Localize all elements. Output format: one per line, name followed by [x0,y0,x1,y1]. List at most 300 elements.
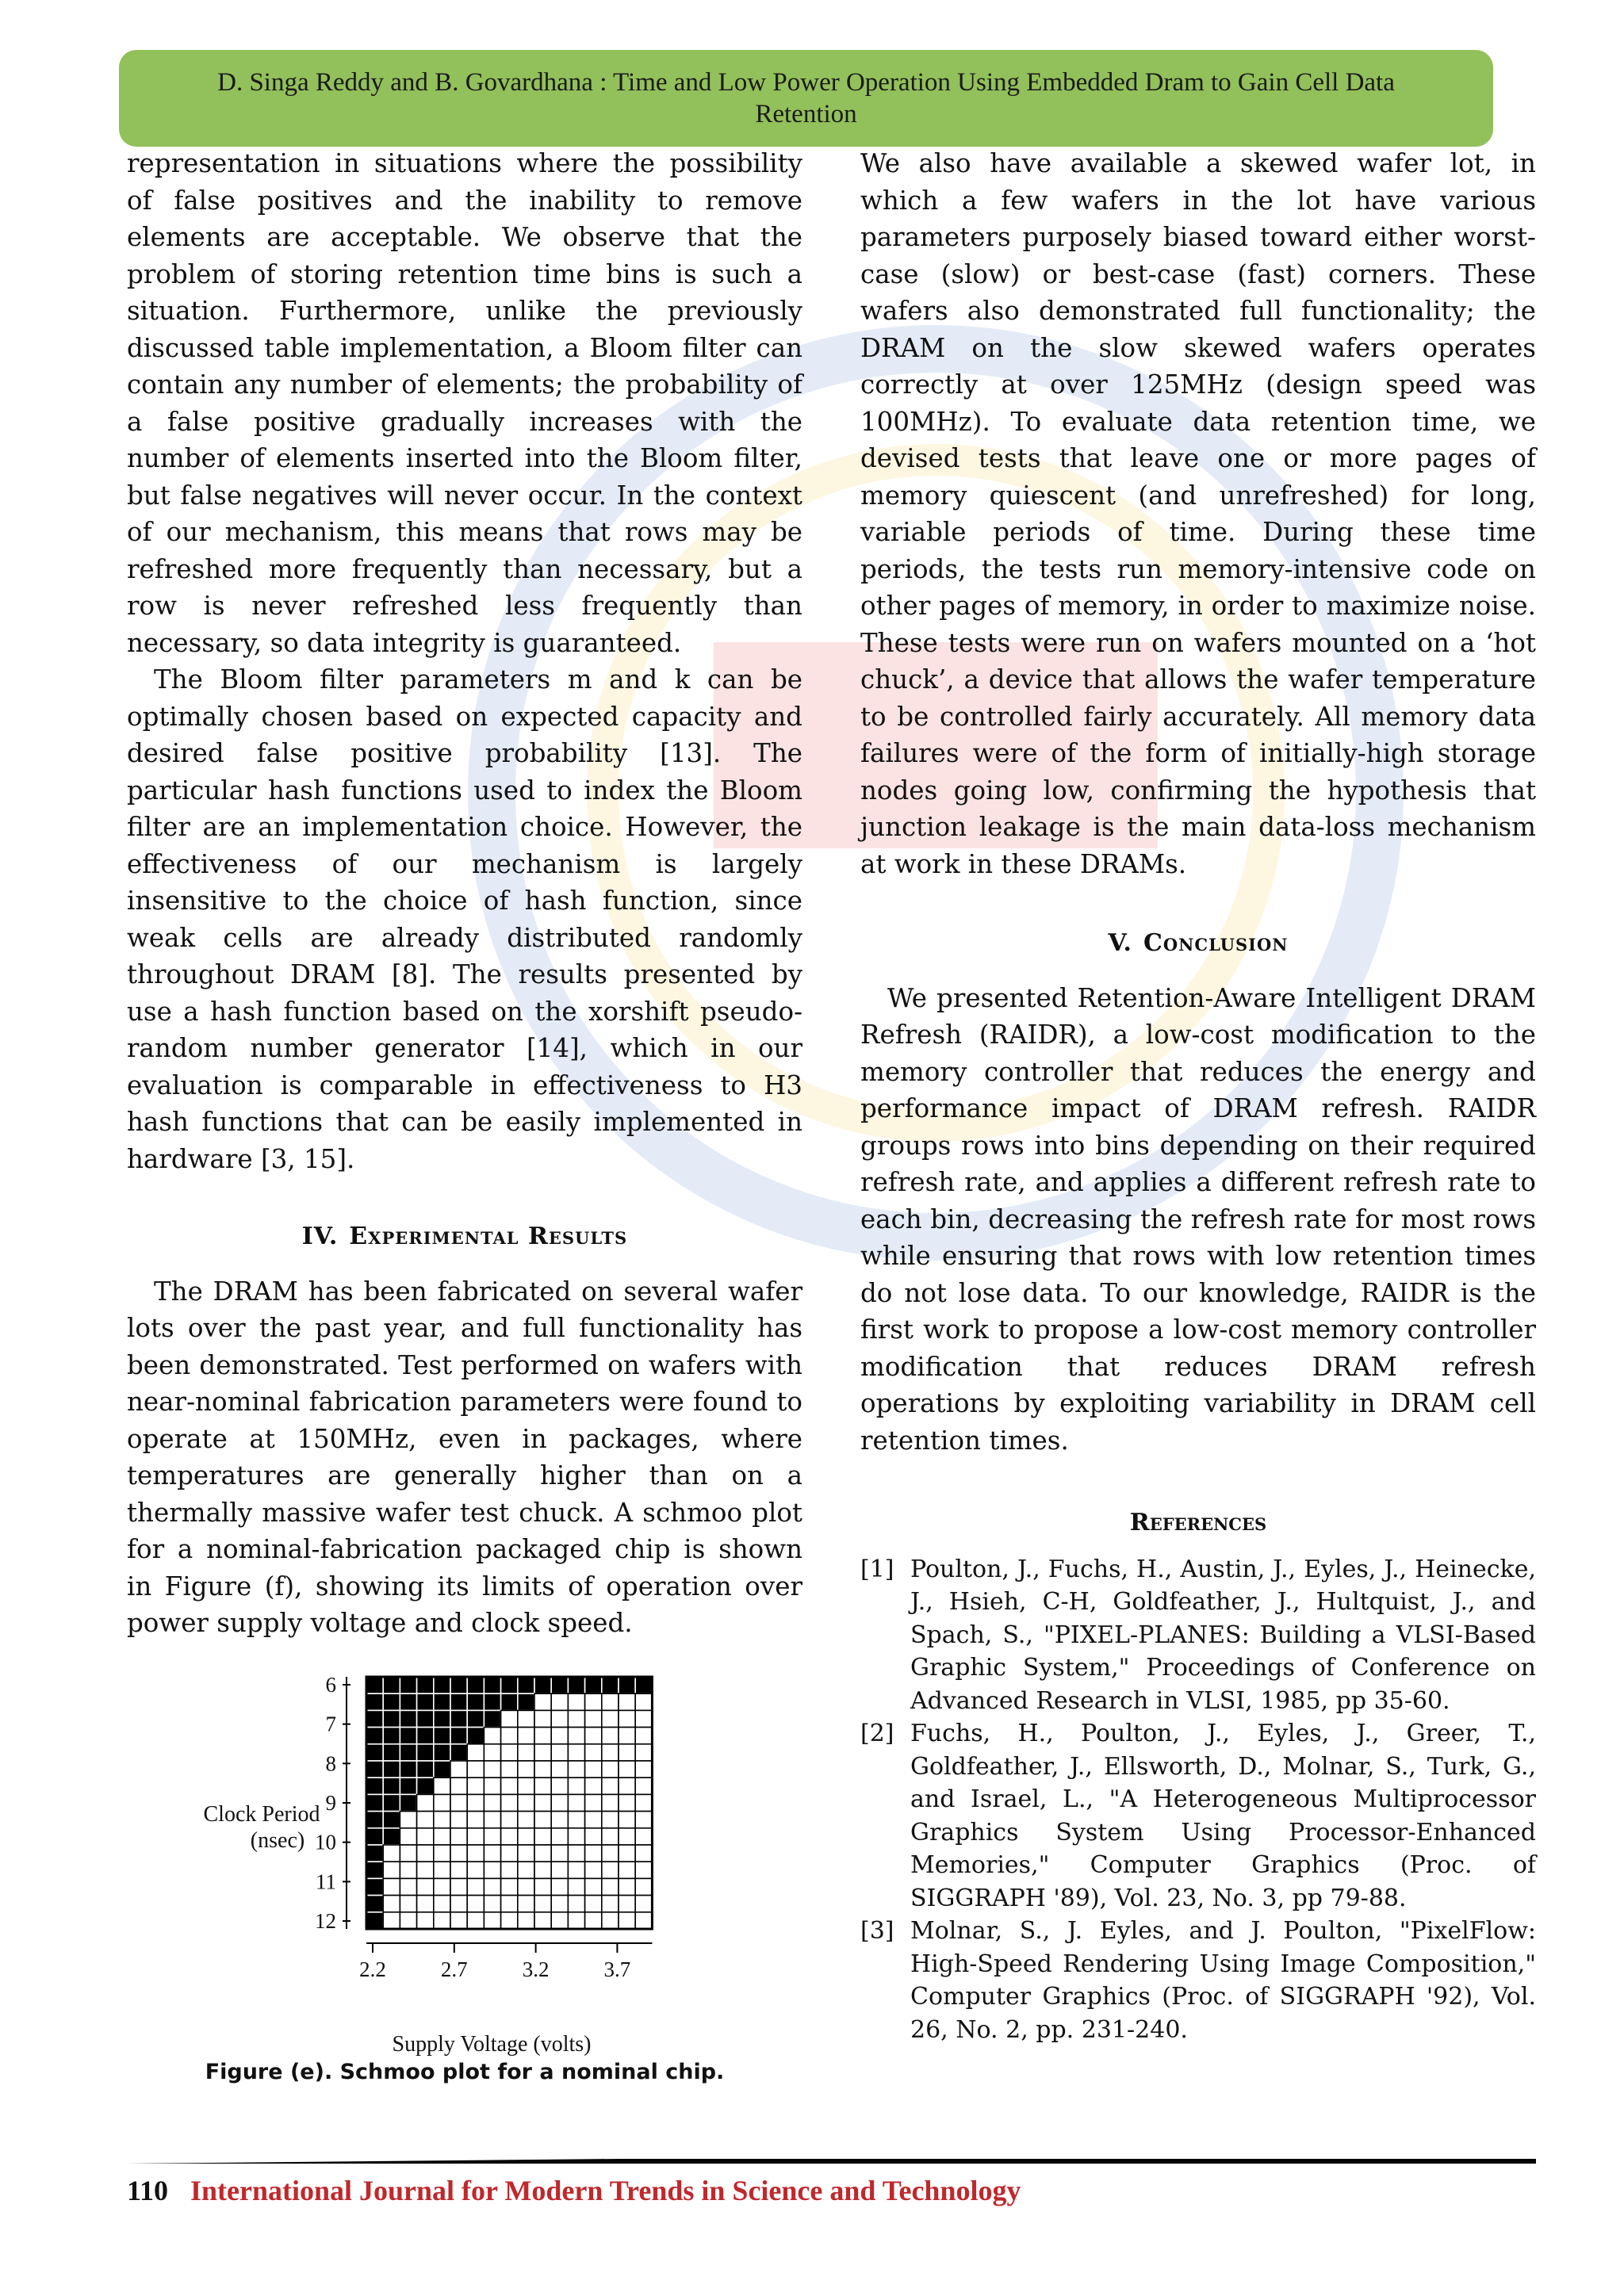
schmoo-cell-pass [450,1794,467,1811]
schmoo-cell-pass [534,1912,551,1929]
schmoo-cell-pass [568,1845,584,1862]
schmoo-cell-fail [568,1677,584,1693]
schmoo-cell-fail [417,1693,434,1710]
schmoo-cell-pass [467,1744,484,1761]
header-line-2: Retention [755,100,857,128]
y-axis-label: Clock Period [203,1802,320,1827]
schmoo-cell-pass [619,1878,635,1895]
reference-text: Poulton, J., Fuchs, H., Austin, J., Eyles, J., Heinecke, J., Hsieh, C-H, Goldfeather, J., Hultquist, J., and Spach, S., "PIXEL-PLANES: Building a VLSI-Based Graphic System," Proceedings of Conference on Advanced Research in VLSI, 1985, pp 35-60. [910,1555,1536,1715]
schmoo-cell-pass [568,1812,584,1828]
schmoo-cell-pass [568,1862,584,1878]
schmoo-cell-fail [400,1710,416,1727]
header-line-1: D. Singa Reddy and B. Govardhana : Time and Low Power Operation Using Embedded Dram to Gain Cell Data [217,68,1395,97]
schmoo-cell-fail [366,1862,383,1878]
schmoo-cell-fail [534,1677,551,1693]
right-column [860,145,1536,2046]
footer-rule [127,2159,1536,2164]
schmoo-cell-pass [534,1777,551,1794]
schmoo-cell-fail [383,1777,400,1794]
schmoo-cell-pass [501,1728,518,1744]
paragraph: representation in situations where the possibility of false positives and the inability to remove elements are acceptable. We observe that the problem of storing retention time bins is such a situation. Furthermore, unlike the previously discussed table implementation, a Bloom filter can contain any number of elements; the probability of a false positive gradually increases with the number of elements inserted into the Bloom filter, but false negatives will never occur. In the context of our mechanism, this means that rows may be refreshed more frequently than necessary, but a row is never refreshed less frequently than necessary, so data integrity is guaranteed. [127,148,802,658]
schmoo-cell-pass [551,1878,568,1895]
schmoo-cell-pass [518,1728,534,1744]
schmoo-cell-pass [635,1728,652,1744]
schmoo-cell-pass [534,1744,551,1761]
schmoo-cell-fail [484,1710,500,1727]
section-heading [860,925,1536,962]
schmoo-cell-fail [518,1677,534,1693]
schmoo-cell-pass [602,1777,619,1794]
schmoo-cell-pass [635,1878,652,1895]
schmoo-cell-fail [551,1677,568,1693]
schmoo-cell-pass [585,1744,602,1761]
schmoo-cell-pass [551,1693,568,1710]
schmoo-cell-fail [417,1710,434,1727]
schmoo-cell-pass [417,1862,434,1878]
schmoo-cell-pass [602,1710,619,1727]
schmoo-cell-pass [467,1761,484,1777]
schmoo-cell-pass [450,1812,467,1828]
schmoo-cell-pass [400,1878,416,1895]
schmoo-cell-pass [534,1878,551,1895]
x-tick-label: 3.2 [522,1957,550,1981]
schmoo-cell-pass [602,1693,619,1710]
figure-caption: Figure (e). Schmoo plot for a nominal chip. [205,2060,725,2084]
schmoo-cell-pass [585,1896,602,1912]
schmoo-cell-pass [450,1862,467,1878]
paragraph: The Bloom filter parameters m and k can be optimally chosen based on expected capacity and desired false positive probability [13]. The particular hash functions used to index the Bloom filter are an implementation choice. However, the effectiveness of our mechanism is largely insensitive to the choice of hash function, since weak cells are already distributed randomly throughout DRAM [8]. The results presented by use a hash function based on the xorshift pseudo-random number generator [14], which in our evaluation is comparable in effectiveness to H3 hash functions that can be easily implemented in hardware [3, 15]. [127,664,802,1174]
schmoo-cell-pass [484,1761,500,1777]
schmoo-cell-fail [383,1828,400,1845]
schmoo-cell-fail [417,1728,434,1744]
schmoo-cell-pass [534,1845,551,1862]
schmoo-cell-pass [518,1710,534,1727]
schmoo-cell-pass [619,1845,635,1862]
schmoo-cell-fail [383,1812,400,1828]
paragraph: The DRAM has been fabricated on several wafer lots over the past year, and full functionality has been demonstrated. Test performed on wafers with near-nominal fabrication parameters were found to operate at 150MHz, even in packages, where temperatures are generally higher than on a thermally massive wafer test chuck. A schmoo plot for a nominal-fabrication packaged chip is shown in Figure (f), showing its limits of operation over power supply voltage and clock speed. [127,1276,802,1638]
schmoo-cell-pass [534,1812,551,1828]
schmoo-cell-fail [383,1744,400,1761]
schmoo-cell-pass [484,1812,500,1828]
schmoo-cell-pass [434,1777,450,1794]
schmoo-cell-pass [534,1862,551,1878]
schmoo-cell-pass [434,1845,450,1862]
schmoo-cell-fail [400,1761,416,1777]
x-tick-label: 2.2 [359,1957,386,1981]
schmoo-cell-pass [467,1812,484,1828]
x-axis-label: Supply Voltage (volts) [392,2032,592,2057]
schmoo-cell-fail [602,1677,619,1693]
schmoo-cell-fail [366,1744,383,1761]
schmoo-cell-pass [501,1761,518,1777]
schmoo-cell-fail [400,1728,416,1744]
schmoo-cell-pass [434,1862,450,1878]
schmoo-cell-pass [400,1828,416,1845]
schmoo-cell-fail [450,1744,467,1761]
y-tick-label: 11 [316,1869,336,1894]
reference-item [860,1553,1536,1718]
schmoo-cell-pass [635,1761,652,1777]
y-tick-label: 12 [315,1909,336,1933]
schmoo-cell-pass [383,1878,400,1895]
schmoo-cell-pass [501,1862,518,1878]
schmoo-cell-pass [518,1744,534,1761]
schmoo-cell-pass [551,1828,568,1845]
schmoo-cell-pass [568,1828,584,1845]
schmoo-cell-pass [602,1744,619,1761]
schmoo-cell-pass [619,1777,635,1794]
schmoo-cell-pass [518,1912,534,1929]
y-tick-label: 8 [325,1751,336,1776]
schmoo-cell-pass [434,1878,450,1895]
schmoo-cell-fail [417,1677,434,1693]
schmoo-cell-pass [417,1896,434,1912]
schmoo-cell-fail [383,1677,400,1693]
schmoo-cell-fail [434,1728,450,1744]
schmoo-cell-pass [635,1812,652,1828]
schmoo-cell-pass [585,1878,602,1895]
schmoo-cell-pass [568,1794,584,1811]
schmoo-cell-pass [585,1761,602,1777]
schmoo-cell-fail [635,1677,652,1693]
schmoo-cell-pass [400,1912,416,1929]
page-number: 110 [127,2175,169,2206]
y-tick-label: 9 [325,1791,336,1815]
journal-name: International Journal for Modern Trends in Science and Technology [190,2175,1021,2206]
schmoo-cell-pass [450,1828,467,1845]
schmoo-cell-pass [635,1862,652,1878]
schmoo-cell-pass [585,1828,602,1845]
schmoo-cell-pass [383,1862,400,1878]
schmoo-cell-pass [551,1862,568,1878]
schmoo-cell-pass [534,1896,551,1912]
schmoo-cell-pass [534,1761,551,1777]
schmoo-cell-fail [366,1693,383,1710]
schmoo-cell-pass [635,1845,652,1862]
schmoo-cell-pass [467,1794,484,1811]
schmoo-cell-pass [518,1896,534,1912]
schmoo-cell-fail [366,1761,383,1777]
section-number: V. [1108,929,1132,957]
schmoo-cell-pass [484,1794,500,1811]
schmoo-cell-pass [518,1862,534,1878]
schmoo-cell-pass [484,1744,500,1761]
schmoo-cell-pass [467,1828,484,1845]
schmoo-cell-pass [619,1896,635,1912]
x-tick-label: 3.7 [603,1957,631,1981]
schmoo-cell-pass [417,1794,434,1811]
schmoo-cell-pass [501,1845,518,1862]
schmoo-cell-pass [450,1878,467,1895]
schmoo-cell-pass [619,1744,635,1761]
schmoo-cell-fail [467,1710,484,1727]
schmoo-cell-pass [602,1812,619,1828]
reference-item [860,1717,1536,1915]
schmoo-cell-pass [501,1812,518,1828]
paragraph: We presented Retention-Aware Intelligent DRAM Refresh (RAIDR), a low-cost modification to the memory controller that reduces the energy and performance impact of DRAM refresh. RAIDR groups rows into bins depending on their required refresh rate, and applies a different refresh rate to each bin, decreasing the refresh rate for most rows while ensuring that rows with low retention times do not lose data. To our knowledge, RAIDR is the first work to propose a low-cost memory controller modification that reduces DRAM refresh operations by exploiting variability in DRAM cell retention times. [860,982,1536,1456]
schmoo-cell-pass [434,1912,450,1929]
schmoo-cell-pass [635,1912,652,1929]
schmoo-cell-pass [450,1845,467,1862]
schmoo-cell-pass [551,1777,568,1794]
schmoo-cell-pass [602,1896,619,1912]
section-heading [127,1219,802,1256]
schmoo-cell-pass [585,1862,602,1878]
schmoo-cell-pass [551,1794,568,1811]
page-footer [127,2174,1021,2207]
schmoo-cell-pass [501,1794,518,1811]
schmoo-cell-pass [467,1777,484,1794]
schmoo-cell-fail [467,1728,484,1744]
references-heading: References [1129,1509,1267,1536]
schmoo-cell-pass [467,1862,484,1878]
schmoo-cell-pass [501,1878,518,1895]
schmoo-cell-fail [501,1677,518,1693]
schmoo-cell-pass [551,1812,568,1828]
schmoo-cell-pass [467,1912,484,1929]
schmoo-cell-pass [635,1710,652,1727]
schmoo-cell-fail [366,1777,383,1794]
section-title: Experimental Results [349,1223,628,1250]
y-tick-label: 6 [325,1673,336,1697]
schmoo-cell-pass [434,1828,450,1845]
schmoo-cell-pass [551,1845,568,1862]
schmoo-cell-pass [619,1761,635,1777]
schmoo-cell-pass [400,1896,416,1912]
schmoo-cell-pass [635,1693,652,1710]
schmoo-cell-fail [366,1828,383,1845]
schmoo-cell-pass [417,1845,434,1862]
schmoo-cell-pass [585,1912,602,1929]
schmoo-cell-pass [467,1878,484,1895]
schmoo-cell-fail [400,1777,416,1794]
schmoo-cell-fail [366,1845,383,1862]
schmoo-cell-pass [450,1896,467,1912]
schmoo-cell-pass [484,1896,500,1912]
schmoo-cell-pass [568,1710,584,1727]
schmoo-cell-fail [518,1693,534,1710]
schmoo-cell-fail [467,1677,484,1693]
schmoo-cell-fail [484,1693,500,1710]
schmoo-cell-fail [434,1693,450,1710]
schmoo-cell-fail [366,1794,383,1811]
schmoo-cell-pass [467,1845,484,1862]
schmoo-cell-pass [501,1828,518,1845]
schmoo-cell-pass [501,1777,518,1794]
schmoo-cell-pass [484,1728,500,1744]
schmoo-cell-pass [518,1794,534,1811]
schmoo-cell-pass [383,1896,400,1912]
schmoo-cell-pass [501,1744,518,1761]
schmoo-cell-pass [551,1744,568,1761]
schmoo-cell-fail [619,1677,635,1693]
schmoo-cell-pass [400,1862,416,1878]
schmoo-cell-pass [534,1693,551,1710]
schmoo-cell-pass [585,1845,602,1862]
y-axis-label-unit: (nsec) [250,1828,305,1853]
schmoo-cell-pass [400,1845,416,1862]
schmoo-cell-fail [400,1693,416,1710]
schmoo-cell-pass [619,1794,635,1811]
schmoo-cell-pass [568,1896,584,1912]
schmoo-cell-fail [434,1710,450,1727]
schmoo-cell-pass [585,1794,602,1811]
paragraph: We also have available a skewed wafer lot, in which a few wafers in the lot have various parameters purposely biased toward either worst-case (slow) or best-case (fast) corners. These wafers also demonstrated full functionality; the DRAM on the slow skewed wafers operates correctly at over 125MHz (design speed was 100MHz). To evaluate data retention time, we devised tests that leave one or more pages of memory quiescent (and unrefreshed) for long, variable periods of time. During these time periods, the tests run memory-intensive code on other pages of memory, in order to maximize noise. These tests were run on wafers mounted on a ‘hot chuck’, a device that allows the wafer temperature to be controlled fairly accurately. All memory data failures were of the form of initially-high storage nodes going low, confirming the hypothesis that junction leakage is the main data-loss mechanism at work in these DRAMs. [860,148,1536,879]
schmoo-cell-fail [383,1710,400,1727]
schmoo-cell-pass [450,1777,467,1794]
schmoo-cell-pass [484,1878,500,1895]
running-header [119,50,1493,147]
schmoo-cell-pass [619,1710,635,1727]
schmoo-cell-pass [518,1812,534,1828]
schmoo-cell-pass [585,1728,602,1744]
schmoo-cell-fail [366,1878,383,1895]
schmoo-cell-fail [366,1912,383,1929]
schmoo-cell-pass [568,1761,584,1777]
y-tick-label: 10 [315,1830,336,1854]
schmoo-cell-pass [551,1896,568,1912]
schmoo-cell-pass [619,1912,635,1929]
schmoo-grid [366,1677,652,1929]
schmoo-cell-fail [450,1728,467,1744]
schmoo-cell-pass [484,1828,500,1845]
schmoo-cell-pass [417,1912,434,1929]
schmoo-cell-pass [518,1878,534,1895]
schmoo-cell-pass [551,1761,568,1777]
reference-text: Fuchs, H., Poulton, J., Eyles, J., Greer, T., Goldfeather, J., Ellsworth, D., Molnar, S., Turk, G., and Israel, L., "A Heterogeneous Multiprocessor Graphics System Using Processor-Enhanced Memories," Computer Graphics (Proc. of SIGGRAPH '89), Vol. 23, No. 3, pp 79-88. [910,1720,1536,1912]
schmoo-cell-fail [417,1777,434,1794]
schmoo-cell-pass [518,1828,534,1845]
schmoo-cell-pass [484,1862,500,1878]
schmoo-cell-pass [501,1896,518,1912]
schmoo-cell-fail [417,1744,434,1761]
schmoo-cell-pass [450,1761,467,1777]
schmoo-cell-pass [417,1828,434,1845]
schmoo-cell-pass [501,1710,518,1727]
schmoo-cell-fail [400,1677,416,1693]
schmoo-cell-pass [568,1912,584,1929]
schmoo-cell-pass [635,1777,652,1794]
schmoo-cell-pass [417,1812,434,1828]
schmoo-cell-pass [619,1728,635,1744]
schmoo-cell-pass [602,1728,619,1744]
schmoo-cell-pass [551,1710,568,1727]
schmoo-cell-fail [450,1710,467,1727]
schmoo-cell-pass [585,1693,602,1710]
schmoo-cell-fail [366,1710,383,1727]
schmoo-cell-pass [568,1744,584,1761]
schmoo-plot [190,1645,745,2073]
schmoo-cell-pass [534,1828,551,1845]
schmoo-cell-pass [635,1794,652,1811]
schmoo-cell-pass [534,1710,551,1727]
schmoo-cell-pass [518,1845,534,1862]
schmoo-cell-fail [383,1794,400,1811]
schmoo-cell-fail [450,1693,467,1710]
schmoo-cell-pass [484,1912,500,1929]
schmoo-cell-pass [518,1761,534,1777]
schmoo-cell-fail [434,1677,450,1693]
schmoo-cell-fail [366,1677,383,1693]
reference-text: Molnar, S., J. Eyles, and J. Poulton, "PixelFlow: High-Speed Rendering Using Image Composition," Computer Graphics (Proc. of SIGGRAPH '92), Vol. 26, No. 2, pp. 231-240. [910,1917,1536,2044]
schmoo-cell-fail [383,1728,400,1744]
schmoo-cell-pass [484,1777,500,1794]
schmoo-cell-fail [434,1761,450,1777]
schmoo-cell-pass [417,1878,434,1895]
schmoo-cell-pass [383,1912,400,1929]
schmoo-cell-pass [635,1744,652,1761]
schmoo-cell-fail [434,1744,450,1761]
schmoo-cell-pass [534,1728,551,1744]
schmoo-cell-pass [568,1693,584,1710]
x-tick-label: 2.7 [440,1957,468,1981]
schmoo-cell-fail [501,1693,518,1710]
y-tick-label: 7 [325,1712,336,1736]
schmoo-cell-pass [467,1896,484,1912]
schmoo-cell-pass [602,1828,619,1845]
schmoo-cell-pass [551,1728,568,1744]
section-number: IV. [301,1223,339,1250]
schmoo-cell-fail [400,1744,416,1761]
schmoo-cell-fail [400,1794,416,1811]
schmoo-cell-pass [518,1777,534,1794]
schmoo-cell-pass [635,1896,652,1912]
schmoo-cell-fail [467,1693,484,1710]
schmoo-cell-pass [602,1794,619,1811]
schmoo-cell-fail [450,1677,467,1693]
schmoo-cell-fail [383,1761,400,1777]
schmoo-cell-fail [585,1677,602,1693]
reference-item [860,1915,1536,2046]
schmoo-cell-fail [383,1693,400,1710]
schmoo-cell-pass [568,1878,584,1895]
schmoo-cell-pass [551,1912,568,1929]
schmoo-cell-pass [585,1777,602,1794]
schmoo-cell-pass [534,1794,551,1811]
section-title: Conclusion [1143,929,1289,957]
schmoo-cell-pass [434,1794,450,1811]
schmoo-cell-pass [619,1828,635,1845]
reference-list [860,1553,1536,2047]
schmoo-cell-fail [366,1896,383,1912]
schmoo-cell-pass [400,1812,416,1828]
schmoo-cell-pass [602,1862,619,1878]
schmoo-cell-pass [619,1862,635,1878]
reference-number: [2] [860,1720,894,1747]
schmoo-cell-fail [417,1761,434,1777]
schmoo-cell-fail [484,1677,500,1693]
schmoo-cell-pass [484,1845,500,1862]
schmoo-cell-pass [568,1777,584,1794]
schmoo-cell-pass [585,1710,602,1727]
schmoo-cell-pass [434,1812,450,1828]
schmoo-cell-pass [383,1845,400,1862]
schmoo-cell-pass [602,1845,619,1862]
schmoo-cell-pass [602,1761,619,1777]
schmoo-cell-fail [366,1728,383,1744]
schmoo-cell-pass [434,1896,450,1912]
schmoo-cell-pass [635,1828,652,1845]
reference-number: [3] [860,1917,894,1945]
schmoo-cell-pass [568,1728,584,1744]
schmoo-cell-pass [501,1912,518,1929]
schmoo-cell-pass [602,1912,619,1929]
left-column [127,145,802,1642]
schmoo-cell-pass [619,1693,635,1710]
schmoo-cell-pass [585,1812,602,1828]
schmoo-cell-fail [366,1812,383,1828]
schmoo-cell-pass [602,1878,619,1895]
